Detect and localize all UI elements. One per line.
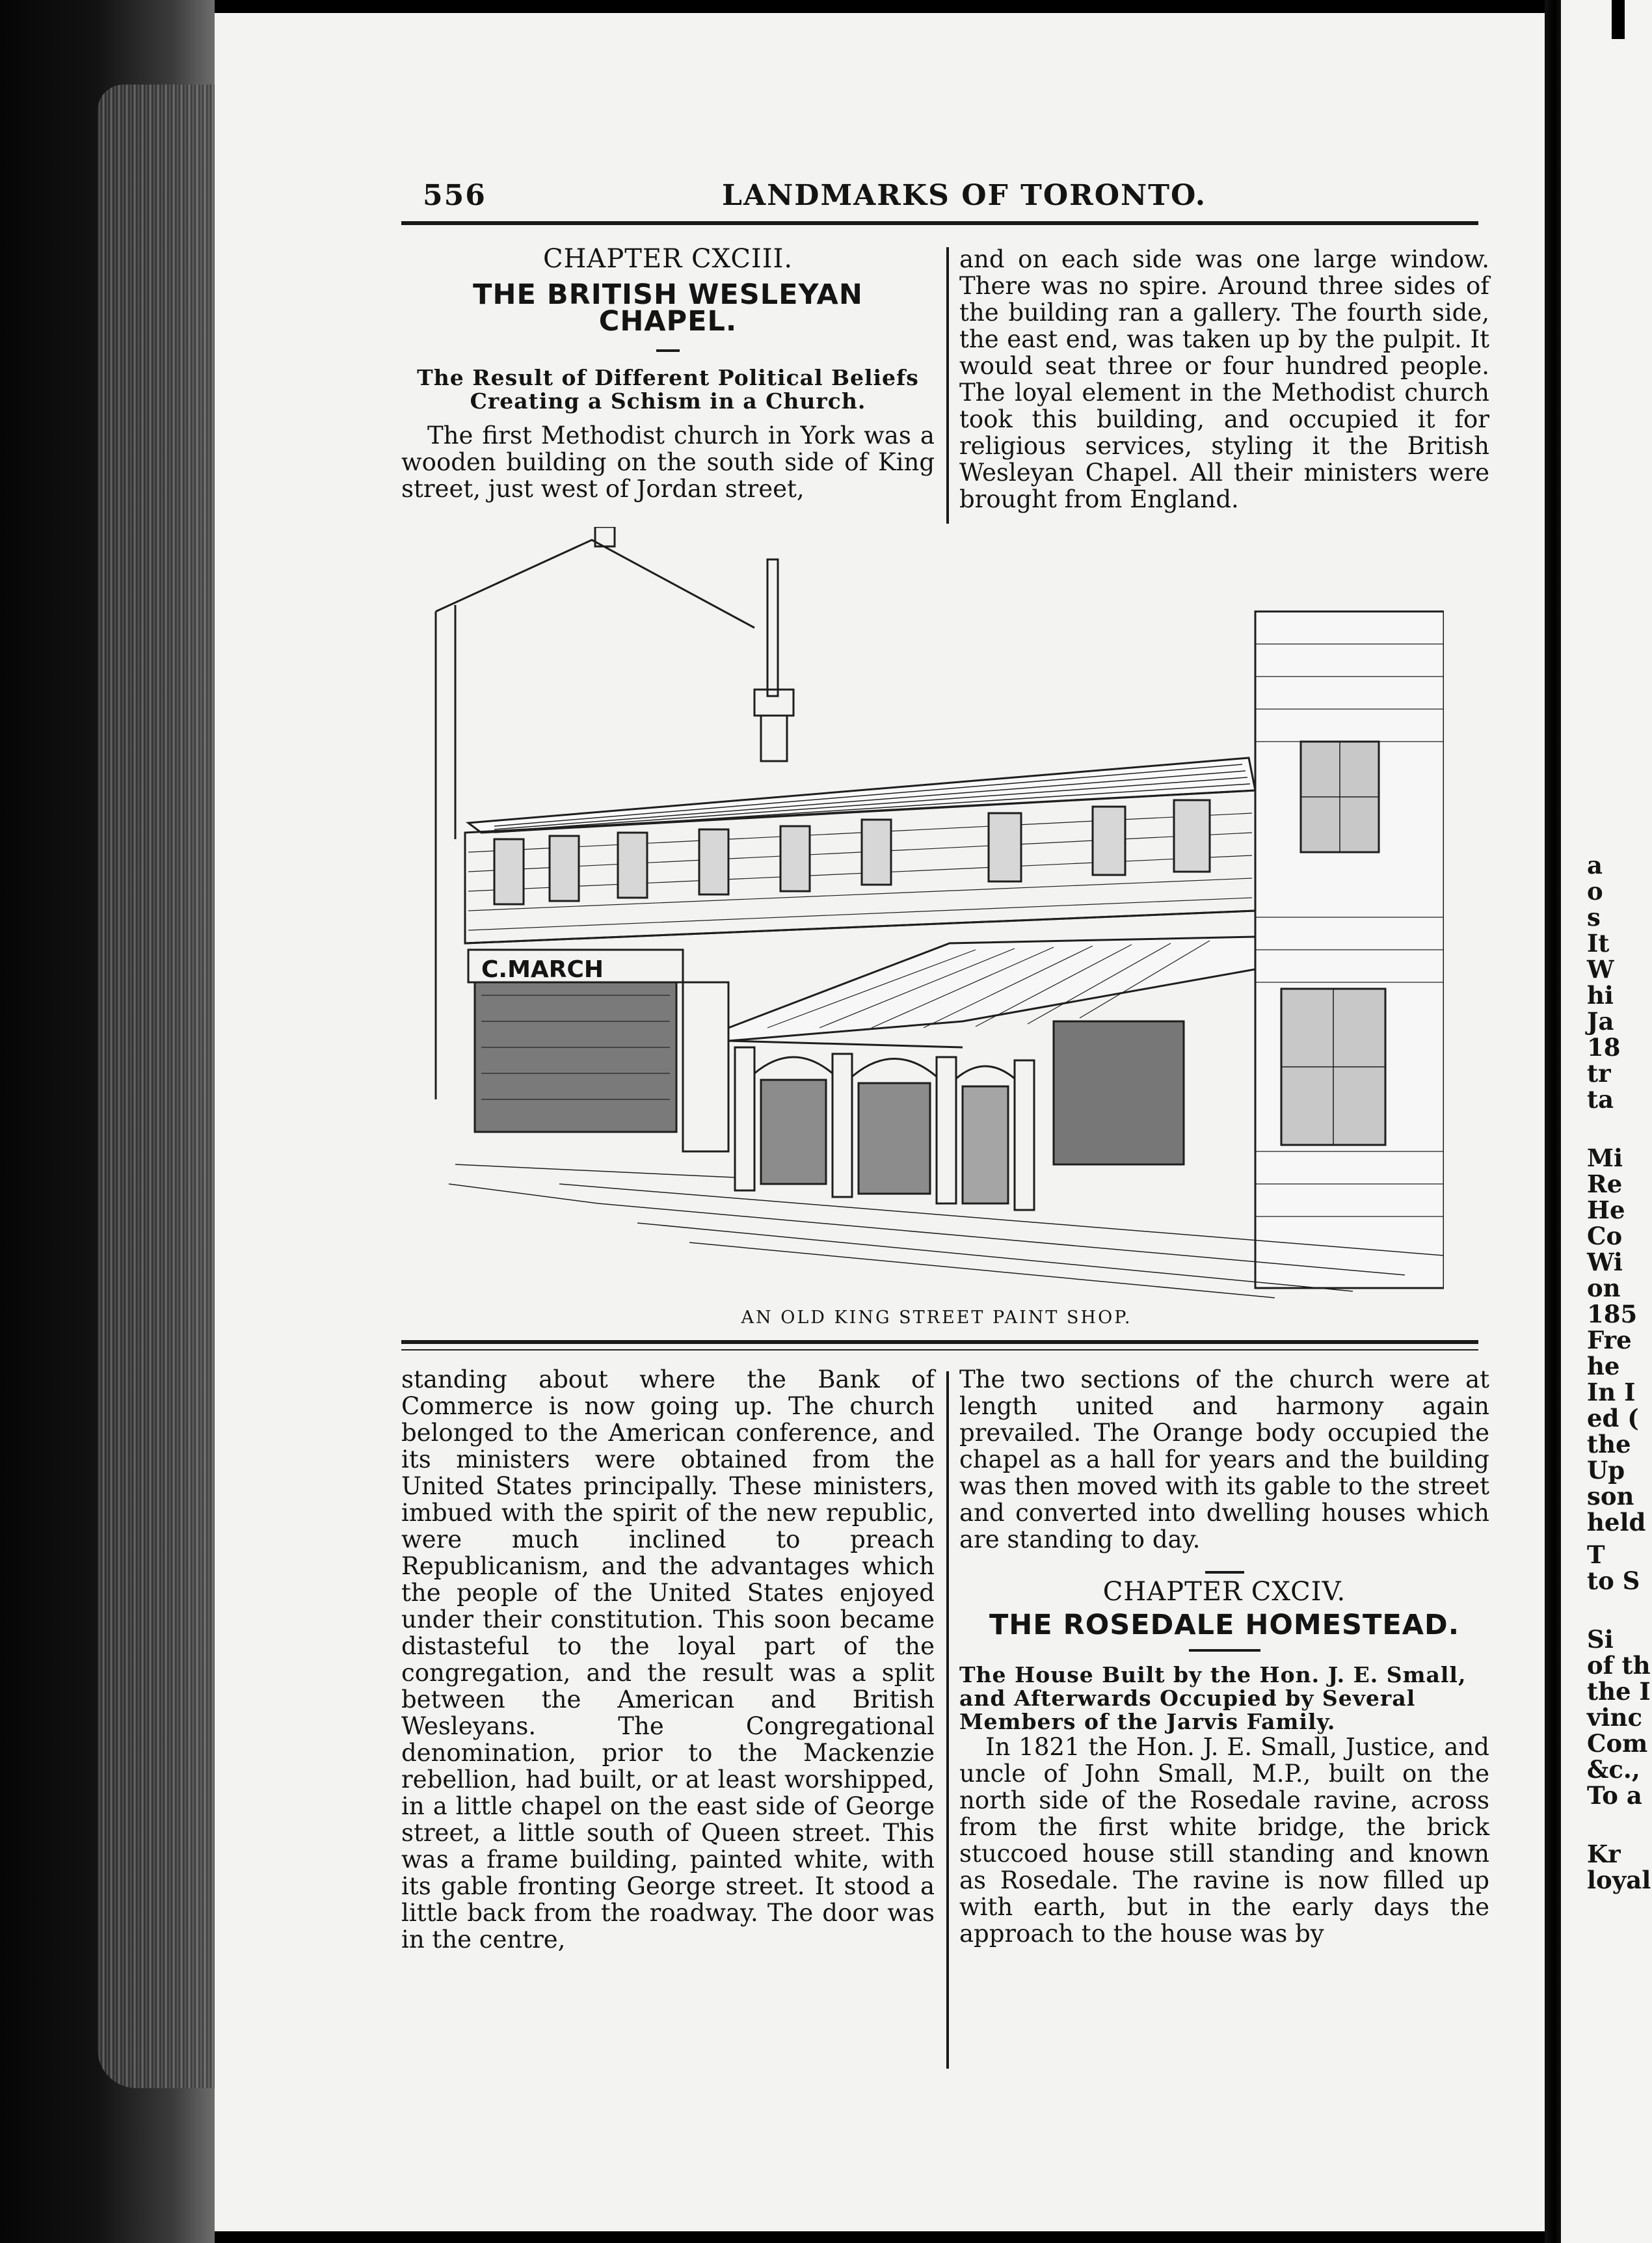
facing-page-fragment: to S — [1587, 1566, 1640, 1595]
facing-page-fragment: Co — [1587, 1222, 1623, 1250]
facing-page-fragment: Fre — [1587, 1326, 1632, 1354]
chapter-number: CHAPTER CXCIV. — [1102, 1577, 1346, 1607]
chapter-number: CHAPTER CXCIII. — [542, 244, 793, 274]
facing-page-fragment: He — [1587, 1196, 1625, 1224]
paragraph: standing about where the Bank of Commerce is now going up. The church belonged to the American conference, and its ministers were obtained from the United States principally. These ministers, imbued with the spirit of the new republic, were much inclined to preach Republicanism, and the advantages which the people of the United States enjoyed under their constitution. This soon became distasteful to the loyal part of the congregation, and the result was a split between the American and British Wesleyans. The Congregational denomination, prior to the Mackenzie rebellion, had built, or at least worshipped, in a little chapel on the east side of George street, a little south of Queen street. This was a frame building, painted white, with its gable fronting George street. It stood a little back from the roadway. The door was in the centre, — [401, 1365, 935, 1954]
facing-page-fragment: ta — [1587, 1085, 1614, 1114]
illustration-paint-shop — [429, 527, 1444, 1301]
column-bottom-left — [401, 1366, 935, 1953]
page-number: 556 — [423, 179, 486, 212]
facing-page-fragment: s — [1587, 903, 1601, 932]
facing-page-fragment: held — [1587, 1508, 1646, 1537]
facing-page-fragment: W — [1587, 955, 1614, 984]
chapter-dash — [1205, 1571, 1244, 1574]
chapter-title: THE BRITISH WESLEYAN CHAPEL. — [473, 278, 863, 338]
column-bottom-right — [959, 1366, 1489, 1947]
chapter-title: THE ROSEDALE HOMESTEAD. — [989, 1609, 1460, 1641]
illustration-caption: AN OLD KING STREET PAINT SHOP. — [741, 1308, 1132, 1328]
facing-page-fragment: the I — [1587, 1677, 1651, 1706]
facing-page-fragment: Up — [1587, 1456, 1625, 1484]
facing-page-fragment: Com — [1587, 1729, 1648, 1758]
section-rule — [401, 1340, 1478, 1344]
chapter-subtitle: The House Built by the Hon. J. E. Small, and Afterwards Occupied by Several Members of the Jarvis Family. — [959, 1662, 1467, 1734]
paragraph: The first Methodist church in York was a wooden building on the south side of King street, just west of Jordan street, — [401, 422, 935, 503]
facing-page-fragment: To a — [1587, 1781, 1642, 1810]
chapter-subtitle: The Result of Different Political Beliefs Creating a Schism in a Church. — [417, 365, 919, 414]
paragraph: and on each side was one large window. There was no spire. Around three sides of the building ran a gallery. The fourth side, the east end, was taken up by the pulpit. It would seat three or four hundred people. The loyal element in the Methodist church took this building, and occupied it for religious services, styling it the British Wesleyan Chapel. All their ministers were brought from England. — [959, 245, 1489, 513]
running-head: LANDMARKS OF TORONTO. — [722, 179, 1207, 212]
shop-sign: C.MARCH — [481, 956, 604, 983]
facing-page-fragment: loyal — [1587, 1866, 1651, 1894]
facing-page-fragment: Wi — [1587, 1248, 1623, 1276]
facing-page-fragment: of th — [1587, 1651, 1651, 1680]
facing-page-fragment: Ja — [1587, 1007, 1614, 1036]
title-dash — [1189, 1649, 1260, 1652]
facing-page-fragment: Mi — [1587, 1144, 1623, 1172]
facing-page-fragment: It — [1587, 929, 1610, 958]
facing-page-fragment: T — [1587, 1540, 1605, 1569]
title-dash — [656, 349, 680, 352]
facing-page-fragment: vinc — [1587, 1703, 1642, 1732]
facing-page-fragment: the — [1587, 1430, 1631, 1458]
facing-page-fragment: In I — [1587, 1378, 1636, 1406]
facing-page-fragment: 18 — [1587, 1033, 1621, 1062]
page-stack-edge — [98, 85, 218, 2088]
section-rule-thin — [401, 1349, 1478, 1350]
column-top-right — [959, 246, 1489, 513]
facing-page-fragment: Si — [1587, 1625, 1614, 1654]
facing-page-fragment: 185 — [1587, 1300, 1638, 1328]
facing-page-fragment: a — [1587, 851, 1603, 880]
facing-page — [1561, 0, 1652, 2243]
facing-page-fragment: tr — [1587, 1059, 1611, 1088]
column-separator — [946, 247, 949, 524]
paragraph: In 1821 the Hon. J. E. Small, Justice, and uncle of John Small, M.P., built on the north side of the Rosedale ravine, across from the first white bridge, the brick stuccoed house still standing and known as Rosedale. The ravine is now filled up with earth, but in the early days the approach to the house was by — [959, 1733, 1489, 1948]
paragraph: The two sections of the church were at length united and harmony again prevailed. The Orange body occupied the chapel as a hall for years and the building was then moved with its gable to the street and converted into dwelling houses which are standing to day. — [959, 1365, 1489, 1553]
header-rule — [401, 221, 1478, 225]
facing-page-fragment: ed ( — [1587, 1404, 1639, 1432]
facing-page-fragment: Re — [1587, 1170, 1623, 1198]
facing-page-fragment: he — [1587, 1352, 1620, 1380]
facing-page-fragment: &c., — [1587, 1755, 1640, 1784]
column-top-left — [401, 246, 935, 502]
facing-page-fragment: son — [1587, 1482, 1634, 1511]
facing-page-fragment: on — [1587, 1274, 1621, 1302]
facing-page-fragment: Kr — [1587, 1840, 1621, 1868]
facing-page-fragment: hi — [1587, 981, 1614, 1010]
facing-page-fragment: o — [1587, 877, 1603, 906]
scan-mark — [1612, 0, 1625, 39]
column-separator — [946, 1371, 949, 2069]
